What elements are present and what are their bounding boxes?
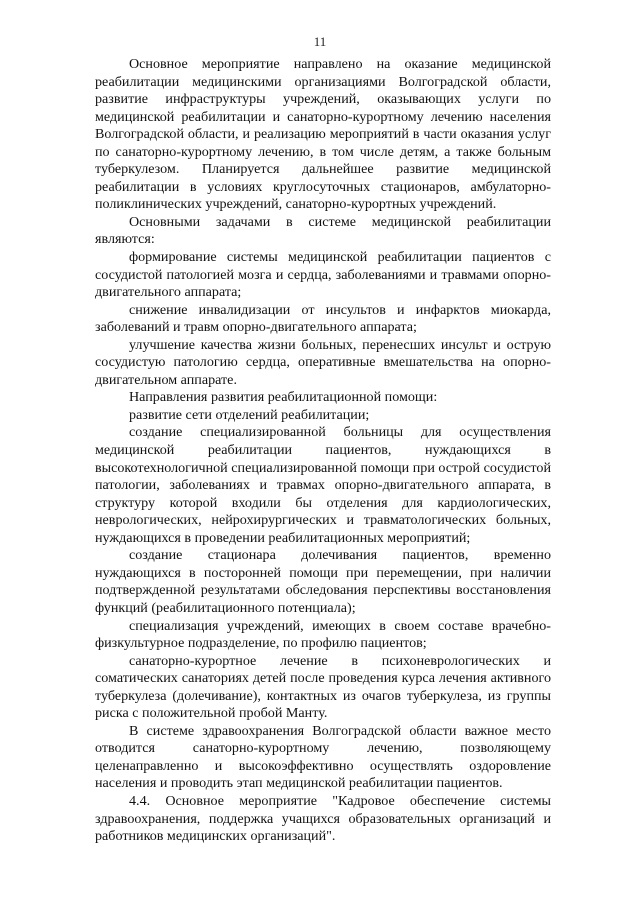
- paragraph-direction-aftercare-hospital: создание стационара долечивания пациентов, временно нуждающихся в посторонней помощи при перемещении, при наличии подтвержденной результатами обследования перспективы восстановления функций (реабилитационного потенциала);: [95, 547, 551, 616]
- page-number: 11: [313, 34, 327, 49]
- paragraph-direction-network: развитие сети отделений реабилитации;: [129, 406, 370, 423]
- paragraph-section-4-4: 4.4. Основное мероприятие "Кадровое обеспечение системы здравоохранения, поддержка учащихся образовательных организаций и работников медицинских организаций".: [95, 792, 551, 845]
- paragraph-directions-intro: Направления развития реабилитационной помощи:: [129, 389, 438, 406]
- paragraph-task-quality-of-life: улучшение качества жизни больных, перенесших инсульт и острую сосудистую патологию сердца, оперативные вмешательства на опорно-двигательном аппарате.: [95, 336, 551, 388]
- paragraph-main-event-description: Основное мероприятие направлено на оказание медицинской реабилитации медицинскими организациями Волгоградской области, развитие инфраструктуры учреждений, оказывающих услуги по медицинской реабилитации и санаторно-курортному лечению населения Волгоградской области, и реализацию мероприятий в части оказания услуг по санаторно-курортному лечению, в том числе детям, а также больным туберкулезом. Планируется дальнейшее развитие медицинской реабилитации в условиях круглосуточных стационаров, амбулаторно-поликлинических учреждений, санаторно-курортных учреждений.: [95, 56, 551, 213]
- paragraph-task-system-formation: формирование системы медицинской реабилитации пациентов с сосудистой патологией мозга и сердца, заболеваниями и травмами опорно-двигательного аппарата;: [95, 249, 551, 301]
- paragraph-direction-specialization: специализация учреждений, имеющих в своем составе врачебно-физкультурное подразделение, по профилю пациентов;: [95, 617, 551, 652]
- paragraph-direction-sanatorium-children: санаторно-курортное лечение в психоневрологических и соматических санаториях детей после проведения курса лечения активного туберкулеза (долечивание), контактных из очагов туберкулеза, из группы риска с положительной пробой Манту.: [95, 652, 551, 722]
- paragraph-tasks-intro: Основными задачами в системе медицинской реабилитации являются:: [95, 213, 551, 248]
- document-body: [95, 56, 551, 846]
- paragraph-direction-specialized-hospital: создание специализированной больницы для осуществления медицинской реабилитации пациентов, нуждающихся в высокотехнологичной специализированной помощи при острой сосудистой патологии, заболеваниях и травмах опорно-двигательного аппарата, в структуру которой входили бы отделения для кардиологических, неврологических, нейрохирургических и травматологических больных, нуждающихся в проведении реабилитационных мероприятий;: [95, 424, 551, 546]
- paragraph-sanatorium-role: В системе здравоохранения Волгоградской области важное место отводится санаторно-курортному лечению, позволяющему целенаправленно и высокоэффективно осуществлять оздоровление населения и проводить этап медицинской реабилитации пациентов.: [95, 722, 551, 792]
- paragraph-task-disability-reduction: снижение инвалидизации от инсультов и инфарктов миокарда, заболеваний и травм опорно-двигательного аппарата;: [95, 301, 551, 336]
